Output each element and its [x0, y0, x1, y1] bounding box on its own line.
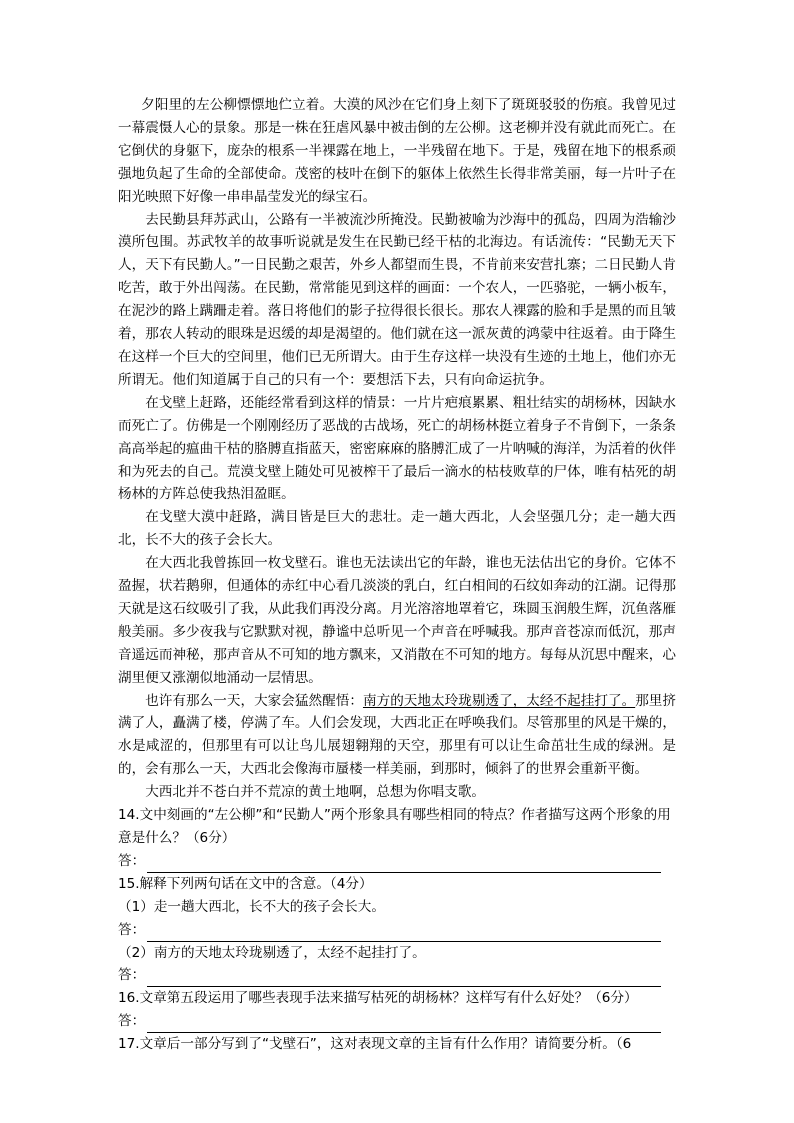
question-15: 15.解释下列两句话在文中的含意。（4分）: [118, 875, 373, 892]
answer-blank[interactable]: [147, 1018, 661, 1033]
paragraph-6: [118, 690, 676, 782]
answer-label: 答：: [118, 852, 146, 869]
paragraph-6-pre: 也许有那么一天，大家会猛然醒悟：: [145, 692, 363, 709]
answer-line-15-2[interactable]: [118, 964, 676, 987]
paragraph-4: 在戈壁大漠中赶路，满目皆是巨大的悲壮。走一趟大西北，人会坚强几分；走一趟大西北，长不大的孩子会长大。: [118, 509, 676, 549]
answer-line-14[interactable]: [118, 850, 676, 873]
question-14: 14.文中刻画的“左公柳”和“民勤人”两个形象具有哪些相同的特点？作者描写这两个形象的用意是什么？（6分）: [118, 807, 671, 846]
paragraph-6-post: 那里挤满了人，矗满了楼，停满了车。人们会发现，大西北正在呼唤我们。尽管那里的风是干燥的，水是咸涩的，但那里有可以让鸟儿展翅翱翔的天空，那里有可以让生命茁壮生成的绿洲。是的，会有那么一天，大西北会像海市蜃楼一样美丽，到那时，倾斜了的世界会重新平衡。: [118, 692, 677, 778]
paragraph-1: 夕阳里的左公柳慓慓地伫立着。大漠的风沙在它们身上刻下了斑斑驳驳的伤痕。我曾见过一幕震慑人心的景象。那是一株在狂虐风暴中被击倒的左公柳。这老柳并没有就此而死亡。在它倒伏的身躯下，庞杂的根系一半裸露在地上，一半残留在地下。于是，残留在地下的根系顽强地负起了生命的全部使命。茂密的枝叶在倒下的躯体上依然生长得非常美丽，每一片叶子在阳光映照下好像一串串晶莹发光的绿宝石。: [118, 97, 676, 205]
question-15-1: （1）走一趟大西北，长不大的孩子会长大。: [118, 898, 385, 915]
paragraph-3: 在戈壁上赶路，还能经常看到这样的情景：一片片疤痕累累、粗壮结实的胡杨林，因缺水而死亡了。仿佛是一个刚刚经历了恶战的古战场，死亡的胡杨林挺立着身子不肯倒下，一条条高高举起的瘟曲干枯的胳膊直指蓝天，密密麻麻的胳膊汇成了一片呐喊的海洋，为活着的伙伴和为死去的自己。荒漠戈壁上随处可见被榨干了最后一滴水的枯枝败草的尸体，唯有枯死的胡杨林的方阵总使我热泪盈眶。: [118, 394, 676, 503]
answer-blank[interactable]: [147, 972, 661, 987]
paragraph-7: 大西北并不苍白并不荒凉的黄土地啊，总想为你唱支歌。: [145, 784, 486, 801]
paragraph-2: 去民勤县拜苏武山，公路有一半被流沙所掩没。民勤被喻为沙海中的孤岛，四周为浩输沙漠所包围。苏武牧羊的故事听说就是发生在民勤已经干枯的北海边。有话流传：“民勤无天下人，天下有民勤人。”一日民勤之艰苦，外乡人都望而生畏，不肯前来安营扎寨；二日民勤人肯吃苦，敢于外出闯荡。在民勤，常常能见到这样的画面：一个农人，一匹骆驼，一辆小板车，在泥沙的路上蹒跚走着。落日将他们的影子拉得很长很长。那农人裸露的脸和手是黑的而且皱着，那农人转动的眼珠是迟缓的却是渴望的。他们就在这一派灰黄的鸿蒙中往返着。由于降生在这样一个巨大的空间里，他们已无所谓大。由于生存这样一块没有生迹的土地上，他们亦无所谓无。他们知道属于自己的只有一个：要想活下去，只有向命运抗争。: [118, 211, 676, 388]
answer-blank[interactable]: [147, 927, 661, 942]
answer-line-15-1[interactable]: [118, 919, 676, 942]
question-17: 17.文章后一部分写到了“戈壁石”，这对表现文章的主旨有什么作用？请简要分析。（6: [118, 1036, 632, 1053]
question-15-2: （2）南方的天地太玲珑剔透了，太经不起挂打了。: [118, 944, 426, 961]
question-16: 16.文章第五段运用了哪些表现手法来描写枯死的胡杨林？这样写有什么好处？（6分）: [118, 990, 638, 1007]
paragraph-5: 在大西北我曾拣回一枚戈壁石。谁也无法读出它的年龄，谁也无法估出它的身价。它体不盈握，状若鹅卵，但通体的赤红中心看几淡淡的乳白，红白相间的石纹如奔动的江湖。记得那天就是这石纹吸引了我，从此我们再没分离。月光溶溶地罩着它，珠圆玉润般生辉，沉鱼落雁般美丽。多少夜我与它默默对视，静谧中总听见一个声音在呼喊我。那声音苍凉而低沉，那声音遥远而神秘，那声音从不可知的地方飘来，又消散在不可知的地方。每每从沉思中醒来，心湖里便又涨潮似地涌动一层情思。: [118, 555, 676, 686]
answer-line-16[interactable]: [118, 1010, 676, 1033]
document-body: [118, 94, 676, 1056]
answer-blank[interactable]: [147, 858, 661, 873]
answer-label: 答：: [118, 921, 146, 938]
answer-label: 答：: [118, 1013, 146, 1030]
underlined-sentence: 南方的天地太玲珑剔透了，太经不起挂打了。: [362, 692, 636, 709]
answer-label: 答：: [118, 967, 146, 984]
